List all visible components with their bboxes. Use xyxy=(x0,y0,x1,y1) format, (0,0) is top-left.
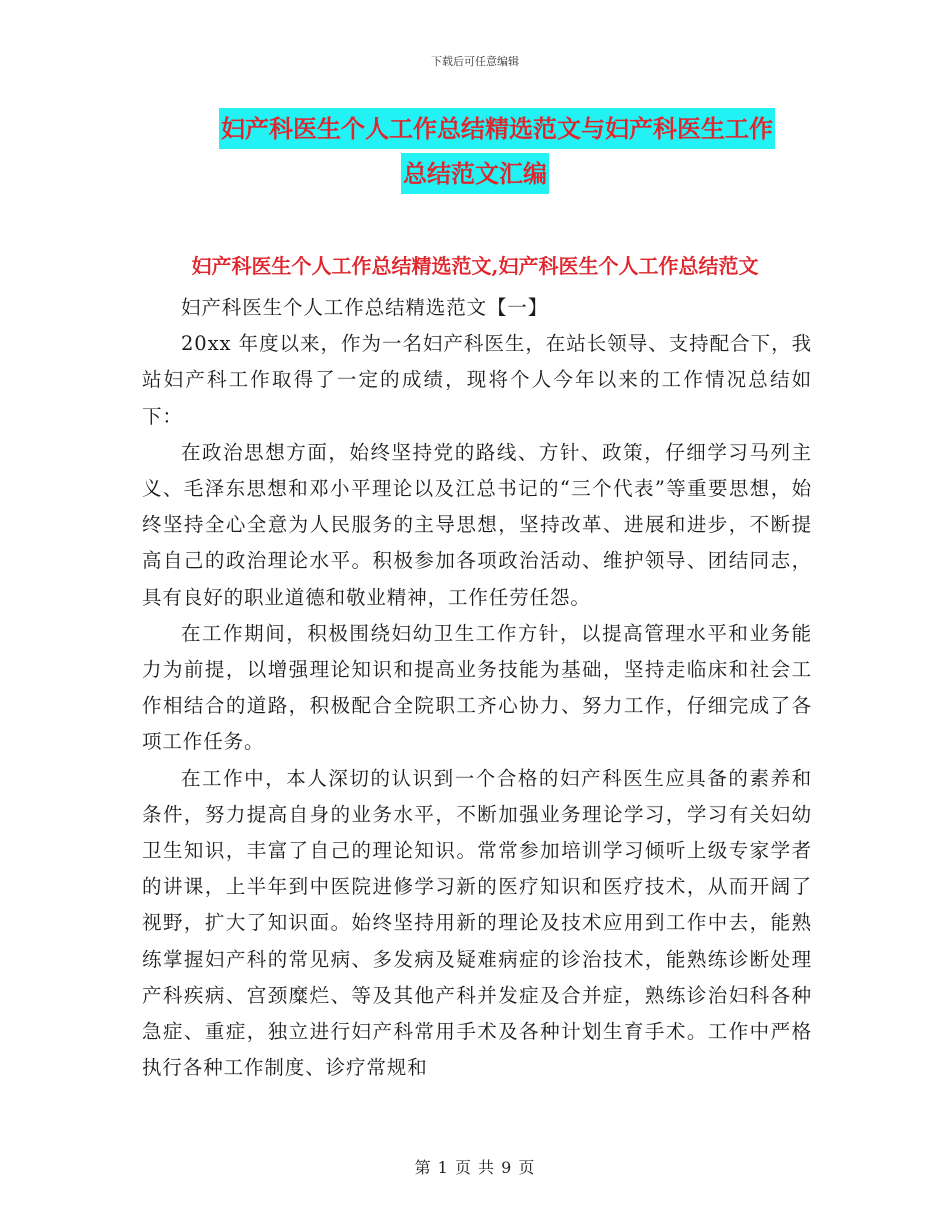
paragraph: 在政治思想方面，始终坚持党的路线、方针、政策，仔细学习马列主义、毛泽东思想和邓小平理论以及江总书记的“三个代表”等重要思想，始终坚持全心全意为人民服务的主导思想，坚持改革、进展和进步，不断提高自己的政治理论水平。积极参加各项政治活动、维护领导、团结同志，具有良好的职业道德和敬业精神，工作任劳任怨。 xyxy=(142,440,812,609)
page-number-footer: 第 1 页 共 9 页 xyxy=(414,1158,536,1177)
title-highlight: 妇产科医生个人工作总结精选范文与妇产科医生工作 xyxy=(219,108,775,149)
header-note: 下载后可任意编辑 xyxy=(431,55,519,68)
title-highlight: 总结范文汇编 xyxy=(401,153,549,194)
paragraph: 在工作期间，积极围绕妇幼卫生工作方针，以提高管理水平和业务能力为前提，以增强理论知识和提高业务技能为基础，坚持走临床和社会工作相结合的道路，积极配合全院职工齐心协力、努力工作，仔细完成了各项工作任务。 xyxy=(142,621,812,754)
paragraph: 20xx 年度以来，作为一名妇产科医生，在站长领导、支持配合下，我站妇产科工作取得了一定的成绩，现将个人今年以来的工作情况总结如下： xyxy=(142,332,812,428)
document-title-line-2 xyxy=(0,159,950,188)
document-body xyxy=(142,290,812,1086)
document-title-line-1 xyxy=(22,114,950,143)
section-subtitle: 妇产科医生个人工作总结精选范文,妇产科医生个人工作总结范文 xyxy=(191,254,759,278)
paragraph: 在工作中，本人深切的认识到一个合格的妇产科医生应具备的素养和条件，努力提高自身的业务水平，不断加强业务理论学习，学习有关妇幼卫生知识，丰富了自己的理论知识。常常参加培训学习倾听上级专家学者的讲课，上半年到中医院进修学习新的医疗知识和医疗技术，从而开阔了视野，扩大了知识面。始终坚持用新的理论及技术应用到工作中去，能熟练掌握妇产科的常见病、多发病及疑难病症的诊治技术，能熟练诊断处理产科疾病、宫颈糜烂、等及其他产科并发症及合并症，熟练诊治妇科各种急症、重症，独立进行妇产科常用手术及各种计划生育手术。工作中严格执行各种工作制度、诊疗常规和 xyxy=(142,766,812,1080)
paragraph-heading: 妇产科医生个人工作总结精选范文【一】 xyxy=(181,296,549,319)
